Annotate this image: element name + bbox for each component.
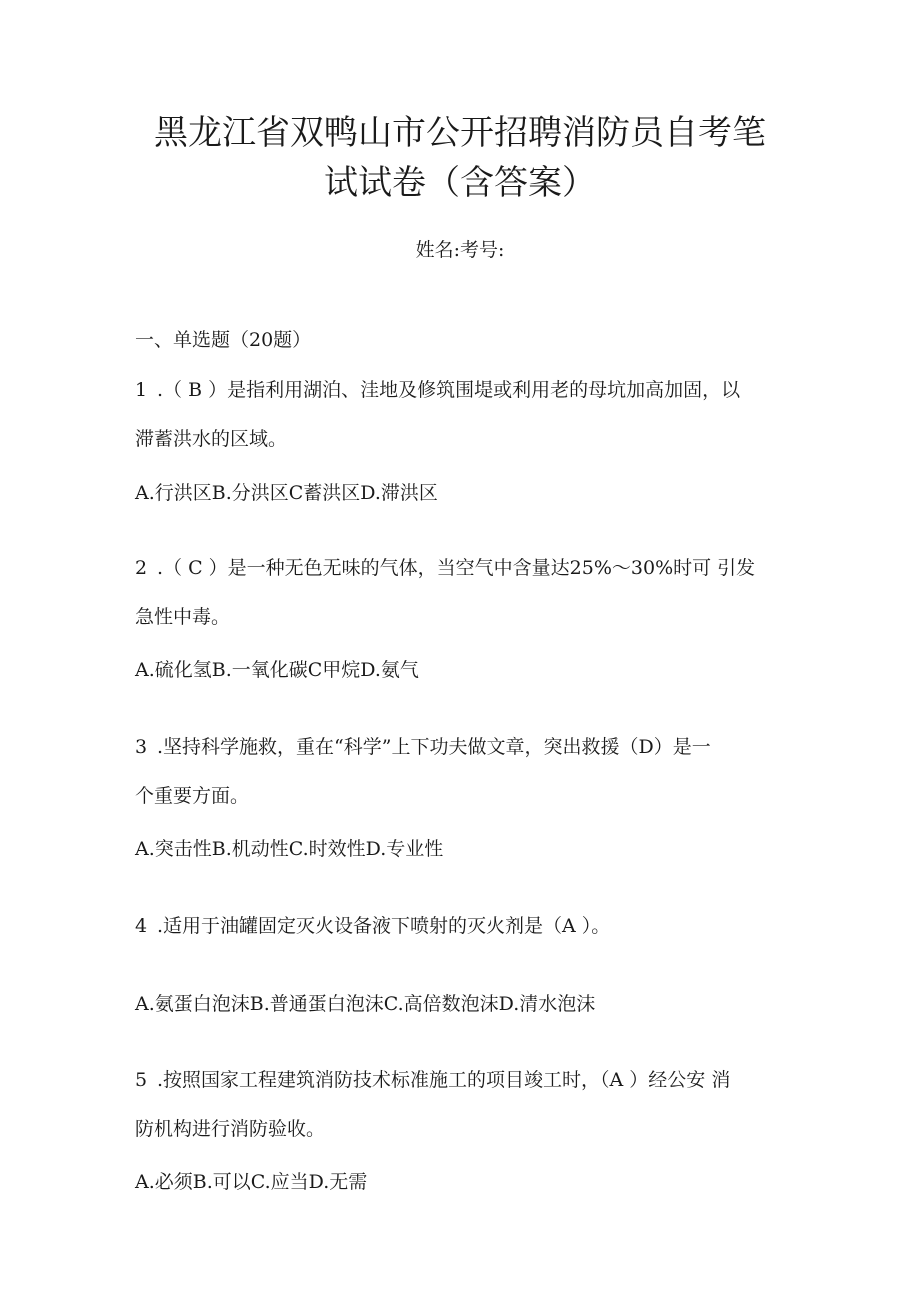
section-heading: 一、单选题（20题）	[135, 329, 312, 351]
question-4-options: A.氨蛋白泡沫B.普通蛋白泡沫C.高倍数泡沫D.清水泡沫	[135, 993, 596, 1015]
question-4-number: 4	[135, 915, 148, 937]
document-title-line-2: 试试卷（含答案）	[324, 163, 596, 203]
document-title-line-1: 黑龙江省双鸭山市公开招聘消防员自考笔	[154, 113, 766, 153]
question-4-stem-text: .适用于油罐固定灭火设备液下喷射的灭火剂是（A ）。	[157, 915, 611, 937]
question-3-number: 3	[135, 736, 148, 758]
question-5-number: 5	[135, 1069, 148, 1091]
question-3-options: A.突击性B.机动性C.时效性D.专业性	[135, 838, 444, 860]
question-1-stem-line-1	[135, 376, 795, 404]
question-4-stem-line-1	[135, 912, 795, 940]
question-3-stem-line-2: 个重要方面。	[135, 785, 250, 807]
question-1-number: 1	[135, 379, 148, 401]
question-2-stem-line-2: 急性中毒。	[135, 606, 231, 628]
question-3-stem-line-1	[135, 733, 795, 761]
question-5-stem-line-1	[135, 1066, 795, 1094]
question-5-stem-line-2: 防机构进行消防验收。	[135, 1118, 326, 1140]
question-1-options: A.行洪区B.分洪区C蓄洪区D.滞洪区	[135, 482, 438, 504]
name-exam-number-line: 姓名:考号:	[415, 239, 505, 261]
question-3-stem-text: .坚持科学施救，重在“科学”上下功夫做文章，突出救援（D）是一	[157, 736, 711, 758]
question-2-number: 2	[135, 557, 148, 579]
question-1-stem-text: .（ B ）是指利用湖泊、洼地及修筑围堤或利用老的母坑加高加固，以	[157, 379, 741, 401]
question-1-stem-line-2: 滞蓄洪水的区域。	[135, 428, 288, 450]
question-5-stem-text: .按照国家工程建筑消防技术标准施工的项目竣工时，（A ）经公安 消	[157, 1069, 731, 1091]
question-2-stem-line-1	[135, 554, 795, 582]
question-5-options: A.必须B.可以C.应当D.无需	[135, 1171, 368, 1193]
question-2-options: A.硫化氢B.一氧化碳C甲烷D.氨气	[135, 659, 419, 681]
question-2-stem-text: .（ C ）是一种无色无味的气体，当空气中含量达25%～30%时可 引发	[157, 557, 756, 579]
